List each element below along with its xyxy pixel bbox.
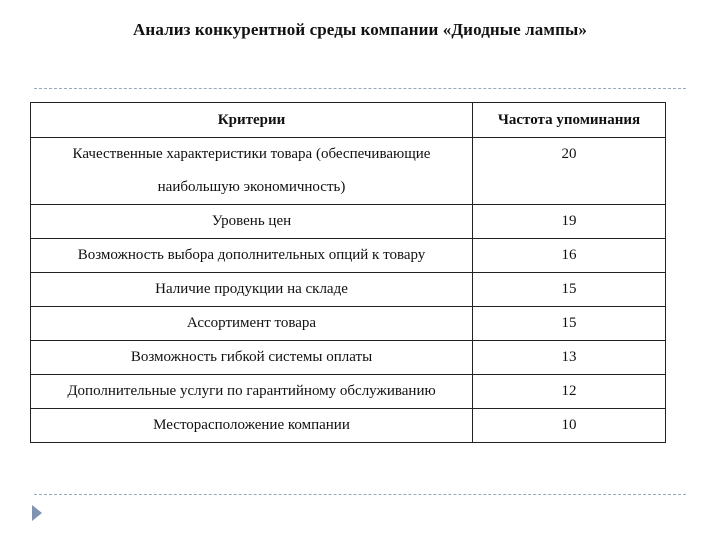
criterion-cell: Наличие продукции на складе [31,273,473,307]
criterion-cell: Возможность гибкой системы оплаты [31,341,473,375]
table-row [31,409,666,443]
table-row [31,307,666,341]
criterion-cell: Ассортимент товара [31,307,473,341]
frequency-cell: 12 [473,375,666,409]
top-divider [34,88,686,89]
criterion-cell: Дополнительные услуги по гарантийному обслуживанию [31,375,473,409]
frequency-cell: 20 [473,138,666,205]
frequency-cell: 10 [473,409,666,443]
table-row [31,341,666,375]
table-row [31,138,666,205]
page-title: Анализ конкурентной среды компании «Диодные лампы» [133,20,587,39]
criterion-cell: Возможность выбора дополнительных опций к товару [31,239,473,273]
criterion-cell: Месторасположение компании [31,409,473,443]
criterion-cell: Уровень цен [31,205,473,239]
frequency-cell: 15 [473,307,666,341]
table-row [31,375,666,409]
bottom-divider [34,494,686,495]
table-row [31,273,666,307]
frequency-cell: 15 [473,273,666,307]
criterion-cell: Качественные характеристики товара (обеспечивающие наибольшую экономичность) [31,138,473,205]
frequency-cell: 16 [473,239,666,273]
triangle-right-icon [32,505,42,521]
table-header-row [31,103,666,138]
table-row [31,205,666,239]
frequency-cell: 13 [473,341,666,375]
frequency-cell: 19 [473,205,666,239]
header-frequency: Частота упоминания [473,103,666,138]
criteria-table [30,102,666,443]
header-criteria: Критерии [31,103,473,138]
table-row [31,239,666,273]
